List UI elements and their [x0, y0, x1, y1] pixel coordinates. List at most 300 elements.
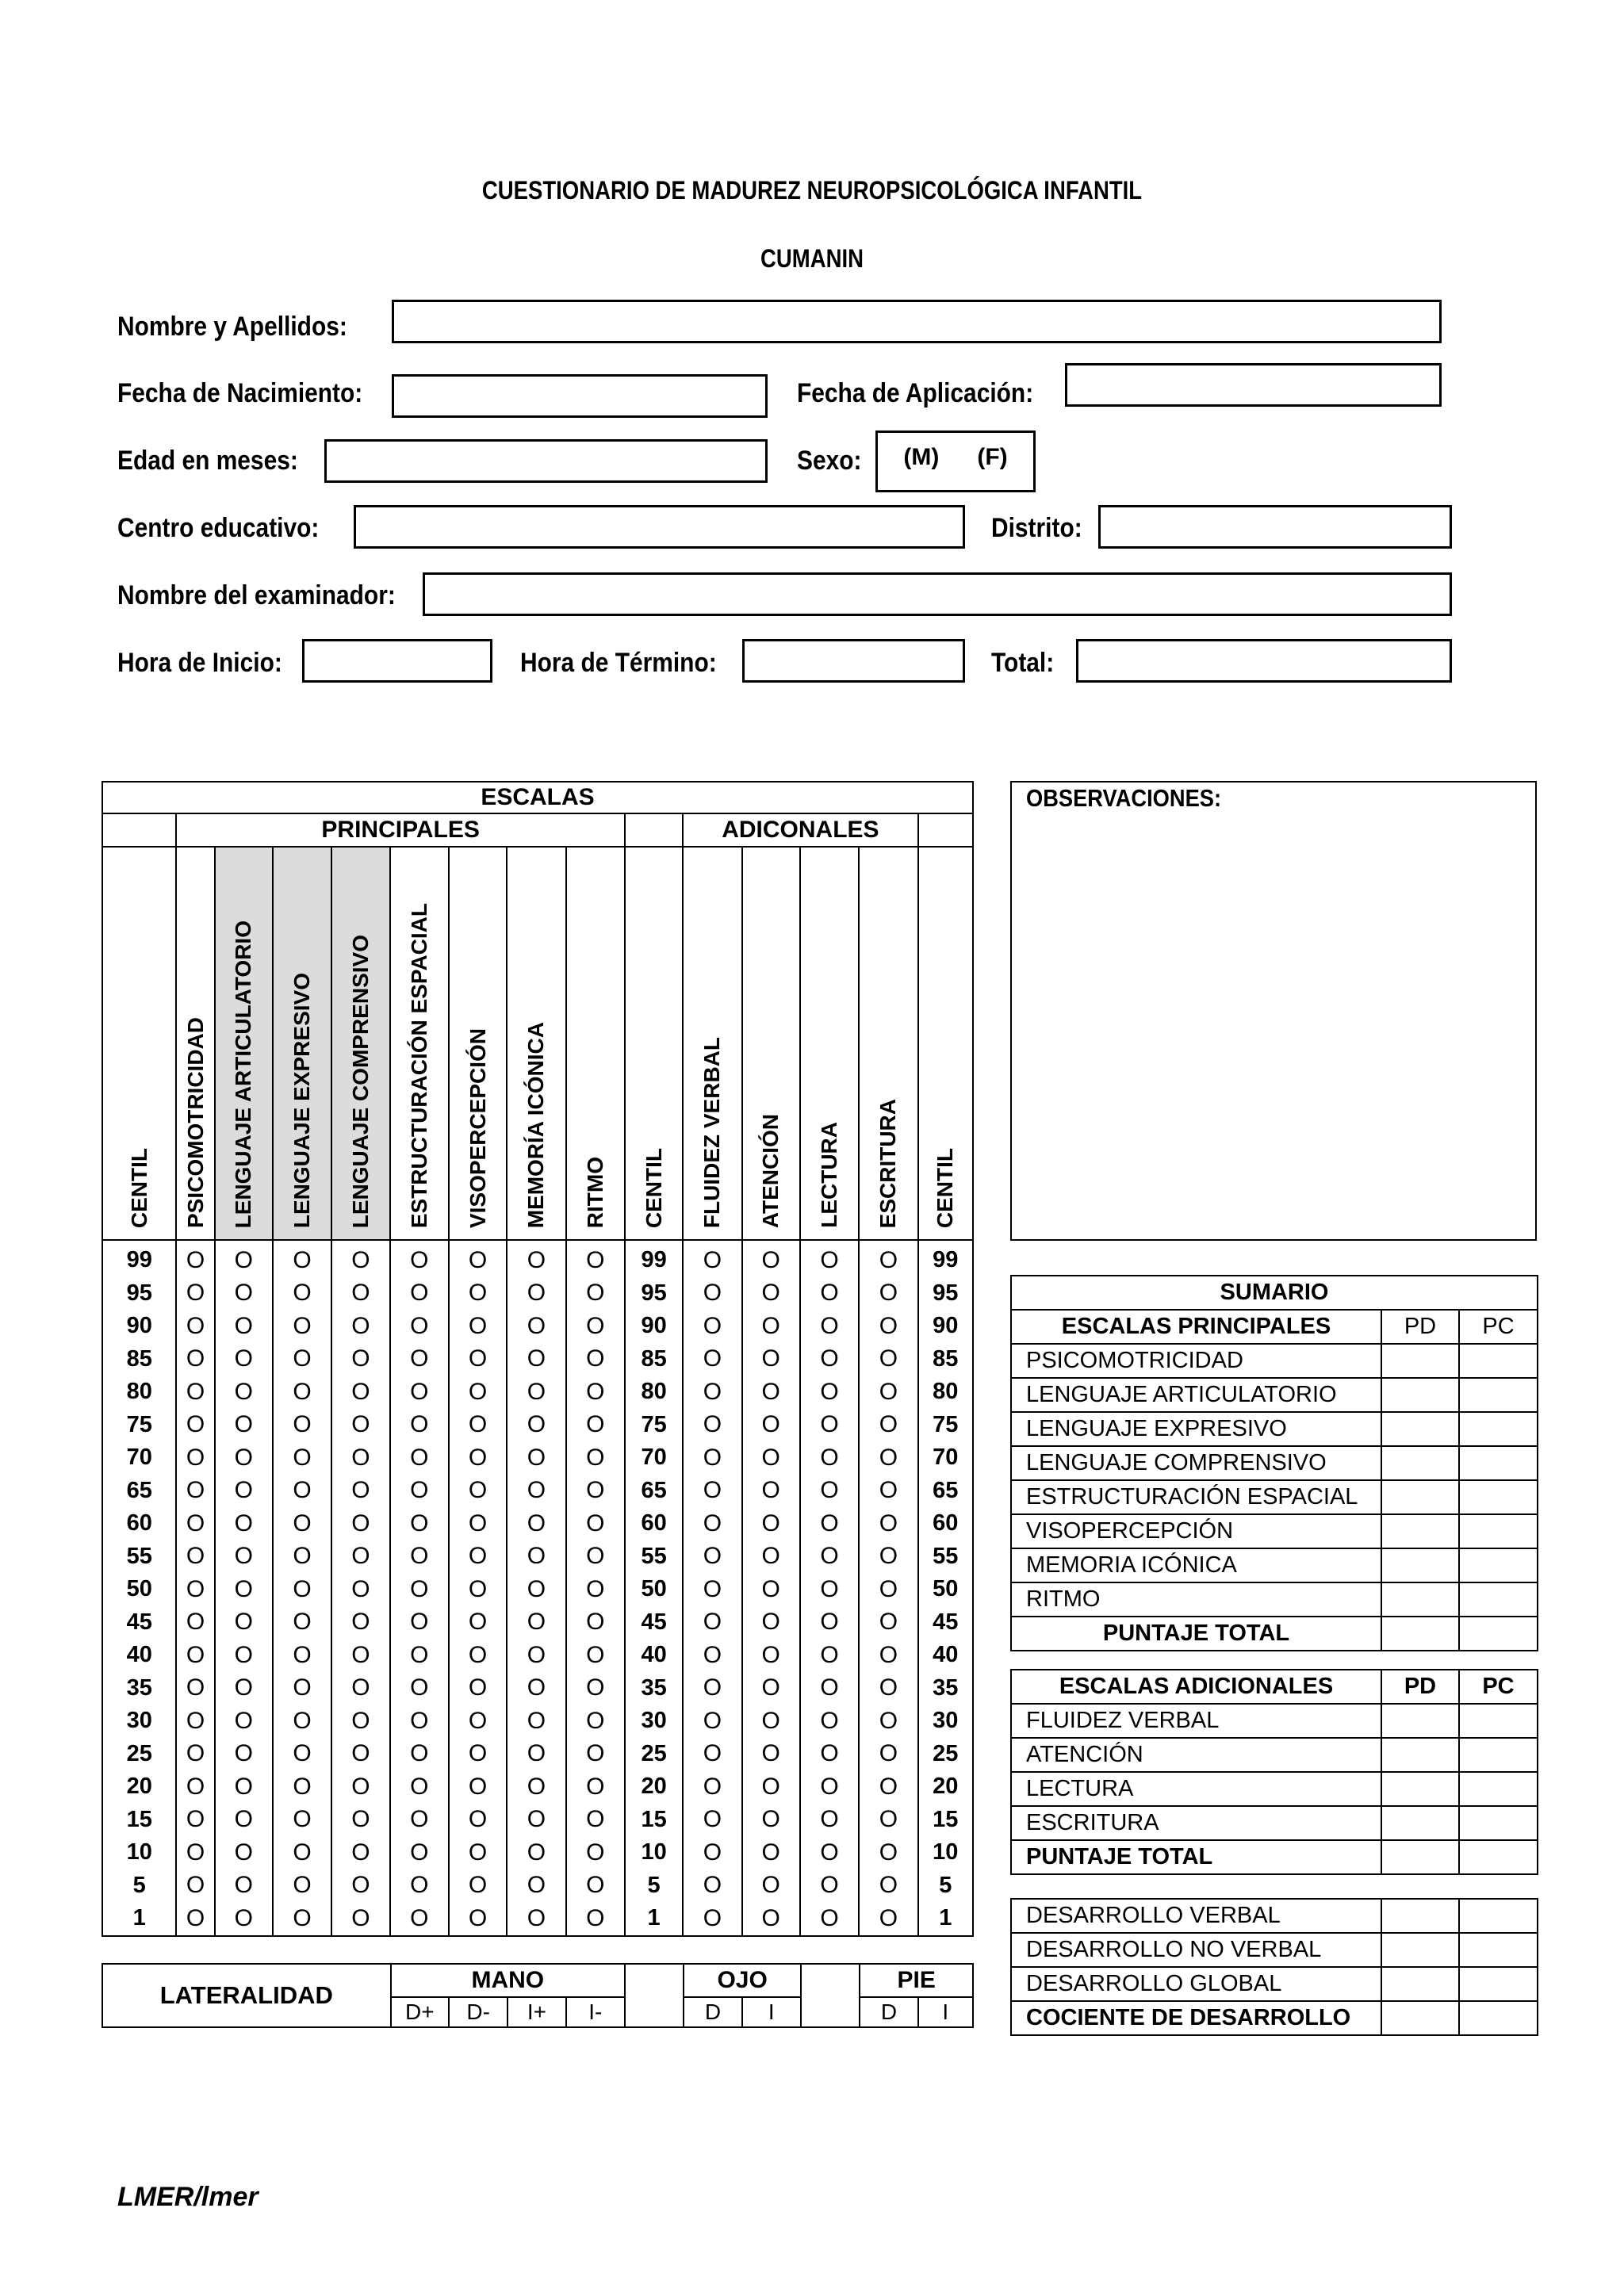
bubble-option[interactable]: O [449, 1770, 507, 1804]
bubble-option[interactable]: O [273, 1804, 331, 1837]
bubble-option[interactable]: O [449, 1606, 507, 1640]
bubble-option[interactable]: O [507, 1639, 565, 1672]
bubble-option[interactable]: O [742, 1902, 800, 1936]
bubble-option[interactable]: O [859, 1770, 917, 1804]
nombre-field[interactable] [392, 300, 1442, 343]
fecha-aplicacion-field[interactable] [1065, 363, 1442, 407]
bubble-option[interactable]: O [742, 1672, 800, 1705]
bubble-option[interactable]: O [215, 1475, 273, 1508]
bubble-option[interactable]: O [507, 1475, 565, 1508]
bubble-option[interactable]: O [449, 1310, 507, 1343]
summary-pc-cell[interactable] [1459, 1772, 1538, 1806]
bubble-option[interactable]: O [800, 1869, 859, 1903]
bubble-option[interactable]: O [390, 1310, 449, 1343]
bubble-option[interactable]: O [449, 1705, 507, 1738]
bubble-option[interactable]: O [176, 1836, 214, 1869]
bubble-option[interactable]: O [331, 1672, 389, 1705]
bubble-option[interactable]: O [176, 1441, 214, 1475]
bubble-option[interactable]: O [800, 1672, 859, 1705]
bubble-option[interactable]: O [800, 1310, 859, 1343]
bubble-option[interactable]: O [215, 1738, 273, 1771]
examinador-field[interactable] [423, 572, 1452, 616]
bubble-option[interactable]: O [507, 1573, 565, 1606]
summary-pc-cell[interactable] [1459, 1514, 1538, 1548]
bubble-option[interactable]: O [859, 1441, 917, 1475]
bubble-option[interactable]: O [742, 1705, 800, 1738]
bubble-option[interactable]: O [215, 1540, 273, 1574]
bubble-option[interactable]: O [331, 1639, 389, 1672]
bubble-option[interactable]: O [742, 1606, 800, 1640]
bubble-option[interactable]: O [273, 1672, 331, 1705]
bubble-option[interactable]: O [449, 1639, 507, 1672]
bubble-option[interactable]: O [507, 1540, 565, 1574]
bubble-option[interactable]: O [273, 1507, 331, 1540]
bubble-option[interactable]: O [507, 1441, 565, 1475]
bubble-option[interactable]: O [273, 1240, 331, 1277]
total-field[interactable] [1076, 639, 1452, 683]
bubble-option[interactable]: O [507, 1705, 565, 1738]
bubble-option[interactable]: O [683, 1540, 741, 1574]
bubble-option[interactable]: O [507, 1836, 565, 1869]
bubble-option[interactable]: O [566, 1277, 625, 1311]
bubble-option[interactable]: O [800, 1804, 859, 1837]
bubble-option[interactable]: O [742, 1507, 800, 1540]
bubble-option[interactable]: O [859, 1672, 917, 1705]
bubble-option[interactable]: O [390, 1672, 449, 1705]
summary-pc-cell[interactable] [1459, 1967, 1538, 2001]
bubble-option[interactable]: O [215, 1869, 273, 1903]
bubble-option[interactable]: O [331, 1606, 389, 1640]
fecha-nacimiento-field[interactable] [392, 374, 768, 418]
bubble-option[interactable]: O [390, 1475, 449, 1508]
summary-pd-cell[interactable] [1381, 1548, 1459, 1582]
bubble-option[interactable]: O [331, 1836, 389, 1869]
bubble-option[interactable]: O [800, 1606, 859, 1640]
bubble-option[interactable]: O [566, 1705, 625, 1738]
bubble-option[interactable]: O [507, 1869, 565, 1903]
bubble-option[interactable]: O [507, 1376, 565, 1409]
bubble-option[interactable]: O [507, 1804, 565, 1837]
bubble-option[interactable]: O [742, 1738, 800, 1771]
bubble-option[interactable]: O [449, 1738, 507, 1771]
bubble-option[interactable]: O [273, 1639, 331, 1672]
bubble-option[interactable]: O [683, 1639, 741, 1672]
bubble-option[interactable]: O [331, 1475, 389, 1508]
summary-pc-cell[interactable] [1459, 1582, 1538, 1617]
bubble-option[interactable]: O [566, 1836, 625, 1869]
bubble-option[interactable]: O [176, 1343, 214, 1376]
bubble-option[interactable]: O [176, 1705, 214, 1738]
bubble-option[interactable]: O [273, 1836, 331, 1869]
bubble-option[interactable]: O [390, 1639, 449, 1672]
bubble-option[interactable]: O [449, 1672, 507, 1705]
bubble-option[interactable]: O [331, 1540, 389, 1574]
bubble-option[interactable]: O [566, 1804, 625, 1837]
summary-pc-cell[interactable] [1459, 1412, 1538, 1446]
bubble-option[interactable]: O [176, 1409, 214, 1442]
bubble-option[interactable]: O [859, 1705, 917, 1738]
summary-pc-cell[interactable] [1459, 1704, 1538, 1738]
bubble-option[interactable]: O [449, 1409, 507, 1442]
bubble-option[interactable]: O [215, 1804, 273, 1837]
bubble-option[interactable]: O [449, 1441, 507, 1475]
summary-pd-cell[interactable] [1381, 1806, 1459, 1840]
bubble-option[interactable]: O [331, 1277, 389, 1311]
sexo-f-option[interactable]: (F) [977, 444, 1008, 470]
bubble-option[interactable]: O [390, 1507, 449, 1540]
bubble-option[interactable]: O [800, 1573, 859, 1606]
bubble-option[interactable]: O [273, 1540, 331, 1574]
bubble-option[interactable]: O [507, 1277, 565, 1311]
bubble-option[interactable]: O [566, 1606, 625, 1640]
bubble-option[interactable]: O [273, 1738, 331, 1771]
bubble-option[interactable]: O [390, 1409, 449, 1442]
bubble-option[interactable]: O [683, 1606, 741, 1640]
sexo-m-option[interactable]: (M) [903, 444, 940, 470]
bubble-option[interactable]: O [683, 1475, 741, 1508]
bubble-option[interactable]: O [683, 1376, 741, 1409]
bubble-option[interactable]: O [273, 1277, 331, 1311]
hora-inicio-field[interactable] [302, 639, 492, 683]
bubble-option[interactable]: O [273, 1310, 331, 1343]
summary-pd-cell[interactable] [1381, 1412, 1459, 1446]
bubble-option[interactable]: O [449, 1277, 507, 1311]
bubble-option[interactable]: O [859, 1409, 917, 1442]
bubble-option[interactable]: O [683, 1240, 741, 1277]
bubble-option[interactable]: O [859, 1310, 917, 1343]
bubble-option[interactable]: O [859, 1240, 917, 1277]
bubble-option[interactable]: O [859, 1606, 917, 1640]
sexo-field[interactable] [875, 430, 1036, 492]
summary-pd-cell[interactable] [1381, 1933, 1459, 1967]
bubble-option[interactable]: O [449, 1869, 507, 1903]
bubble-option[interactable]: O [273, 1475, 331, 1508]
bubble-option[interactable]: O [566, 1409, 625, 1442]
bubble-option[interactable]: O [449, 1507, 507, 1540]
bubble-option[interactable]: O [215, 1672, 273, 1705]
bubble-option[interactable]: O [449, 1240, 507, 1277]
bubble-option[interactable]: O [176, 1639, 214, 1672]
bubble-option[interactable]: O [859, 1738, 917, 1771]
bubble-option[interactable]: O [390, 1277, 449, 1311]
bubble-option[interactable]: O [215, 1343, 273, 1376]
summary-pd-cell[interactable] [1381, 1582, 1459, 1617]
bubble-option[interactable]: O [566, 1902, 625, 1936]
bubble-option[interactable]: O [215, 1770, 273, 1804]
bubble-option[interactable]: O [742, 1475, 800, 1508]
bubble-option[interactable]: O [176, 1770, 214, 1804]
bubble-option[interactable]: O [273, 1770, 331, 1804]
bubble-option[interactable]: O [566, 1639, 625, 1672]
bubble-option[interactable]: O [273, 1343, 331, 1376]
bubble-option[interactable]: O [683, 1573, 741, 1606]
bubble-option[interactable]: O [566, 1540, 625, 1574]
bubble-option[interactable]: O [215, 1902, 273, 1936]
bubble-option[interactable]: O [742, 1343, 800, 1376]
bubble-option[interactable]: O [800, 1738, 859, 1771]
bubble-option[interactable]: O [331, 1441, 389, 1475]
bubble-option[interactable]: O [331, 1738, 389, 1771]
bubble-option[interactable]: O [507, 1738, 565, 1771]
bubble-option[interactable]: O [507, 1672, 565, 1705]
bubble-option[interactable]: O [176, 1869, 214, 1903]
bubble-option[interactable]: O [215, 1606, 273, 1640]
mano-option[interactable]: D+ [391, 1997, 449, 2027]
bubble-option[interactable]: O [859, 1836, 917, 1869]
bubble-option[interactable]: O [507, 1902, 565, 1936]
bubble-option[interactable]: O [742, 1770, 800, 1804]
bubble-option[interactable]: O [176, 1804, 214, 1837]
bubble-option[interactable]: O [176, 1738, 214, 1771]
bubble-option[interactable]: O [390, 1770, 449, 1804]
bubble-option[interactable]: O [390, 1376, 449, 1409]
bubble-option[interactable]: O [331, 1705, 389, 1738]
bubble-option[interactable]: O [331, 1804, 389, 1837]
bubble-option[interactable]: O [215, 1507, 273, 1540]
bubble-option[interactable]: O [331, 1376, 389, 1409]
summary-pd-cell[interactable] [1381, 1378, 1459, 1412]
bubble-option[interactable]: O [566, 1475, 625, 1508]
cociente-pd[interactable] [1381, 2001, 1459, 2035]
hora-termino-field[interactable] [742, 639, 965, 683]
summary-pc-cell[interactable] [1459, 1378, 1538, 1412]
bubble-option[interactable]: O [449, 1540, 507, 1574]
distrito-field[interactable] [1098, 505, 1452, 549]
bubble-option[interactable]: O [683, 1277, 741, 1311]
bubble-option[interactable]: O [273, 1573, 331, 1606]
bubble-option[interactable]: O [800, 1475, 859, 1508]
bubble-option[interactable]: O [390, 1573, 449, 1606]
bubble-option[interactable]: O [742, 1836, 800, 1869]
bubble-option[interactable]: O [273, 1902, 331, 1936]
bubble-option[interactable]: O [742, 1573, 800, 1606]
bubble-option[interactable]: O [215, 1277, 273, 1311]
bubble-option[interactable]: O [507, 1507, 565, 1540]
bubble-option[interactable]: O [742, 1639, 800, 1672]
bubble-option[interactable]: O [215, 1836, 273, 1869]
bubble-option[interactable]: O [742, 1441, 800, 1475]
bubble-option[interactable]: O [390, 1836, 449, 1869]
bubble-option[interactable]: O [800, 1639, 859, 1672]
summary-pc-cell[interactable] [1459, 1806, 1538, 1840]
bubble-option[interactable]: O [273, 1376, 331, 1409]
bubble-option[interactable]: O [566, 1343, 625, 1376]
bubble-option[interactable]: O [176, 1902, 214, 1936]
bubble-option[interactable]: O [507, 1343, 565, 1376]
bubble-option[interactable]: O [331, 1869, 389, 1903]
bubble-option[interactable]: O [683, 1836, 741, 1869]
bubble-option[interactable]: O [800, 1770, 859, 1804]
bubble-option[interactable]: O [176, 1310, 214, 1343]
bubble-option[interactable]: O [390, 1343, 449, 1376]
bubble-option[interactable]: O [800, 1902, 859, 1936]
puntaje-total-pd[interactable] [1381, 1617, 1459, 1651]
mano-option[interactable]: D- [449, 1997, 508, 2027]
bubble-option[interactable]: O [215, 1705, 273, 1738]
bubble-option[interactable]: O [859, 1540, 917, 1574]
bubble-option[interactable]: O [390, 1902, 449, 1936]
bubble-option[interactable]: O [566, 1507, 625, 1540]
bubble-option[interactable]: O [566, 1869, 625, 1903]
pie-option[interactable]: I [918, 1997, 973, 2027]
bubble-option[interactable]: O [742, 1277, 800, 1311]
bubble-option[interactable]: O [390, 1606, 449, 1640]
bubble-option[interactable]: O [742, 1869, 800, 1903]
bubble-option[interactable]: O [215, 1441, 273, 1475]
summary-pd-cell[interactable] [1381, 1344, 1459, 1378]
bubble-option[interactable]: O [800, 1240, 859, 1277]
bubble-option[interactable]: O [331, 1240, 389, 1277]
bubble-option[interactable]: O [566, 1310, 625, 1343]
summary-pd-cell[interactable] [1381, 1772, 1459, 1806]
bubble-option[interactable]: O [390, 1441, 449, 1475]
bubble-option[interactable]: O [742, 1240, 800, 1277]
summary-pc-cell[interactable] [1459, 1446, 1538, 1480]
bubble-option[interactable]: O [176, 1376, 214, 1409]
bubble-option[interactable]: O [800, 1836, 859, 1869]
puntaje-total-pc[interactable] [1459, 1840, 1538, 1874]
bubble-option[interactable]: O [859, 1277, 917, 1311]
bubble-option[interactable]: O [507, 1240, 565, 1277]
centro-field[interactable] [354, 505, 965, 549]
bubble-option[interactable]: O [507, 1770, 565, 1804]
bubble-option[interactable]: O [176, 1540, 214, 1574]
bubble-option[interactable]: O [742, 1409, 800, 1442]
bubble-option[interactable]: O [683, 1804, 741, 1837]
bubble-option[interactable]: O [566, 1770, 625, 1804]
bubble-option[interactable]: O [449, 1804, 507, 1837]
pie-option[interactable]: D [860, 1997, 917, 2027]
bubble-option[interactable]: O [566, 1240, 625, 1277]
bubble-option[interactable]: O [683, 1310, 741, 1343]
bubble-option[interactable]: O [449, 1343, 507, 1376]
bubble-option[interactable]: O [507, 1310, 565, 1343]
bubble-option[interactable]: O [215, 1639, 273, 1672]
summary-pd-cell[interactable] [1381, 1446, 1459, 1480]
bubble-option[interactable]: O [507, 1409, 565, 1442]
puntaje-total-pd[interactable] [1381, 1840, 1459, 1874]
bubble-option[interactable]: O [215, 1376, 273, 1409]
bubble-option[interactable]: O [800, 1507, 859, 1540]
bubble-option[interactable]: O [683, 1770, 741, 1804]
bubble-option[interactable]: O [176, 1507, 214, 1540]
ojo-option[interactable]: I [742, 1997, 801, 2027]
summary-pd-cell[interactable] [1381, 1514, 1459, 1548]
summary-pd-cell[interactable] [1381, 1899, 1459, 1933]
bubble-option[interactable]: O [390, 1869, 449, 1903]
puntaje-total-pc[interactable] [1459, 1617, 1538, 1651]
bubble-option[interactable]: O [273, 1869, 331, 1903]
bubble-option[interactable]: O [449, 1836, 507, 1869]
bubble-option[interactable]: O [176, 1277, 214, 1311]
bubble-option[interactable]: O [566, 1672, 625, 1705]
bubble-option[interactable]: O [859, 1869, 917, 1903]
bubble-option[interactable]: O [390, 1804, 449, 1837]
bubble-option[interactable]: O [859, 1639, 917, 1672]
bubble-option[interactable]: O [859, 1573, 917, 1606]
bubble-option[interactable]: O [215, 1573, 273, 1606]
bubble-option[interactable]: O [331, 1573, 389, 1606]
bubble-option[interactable]: O [800, 1409, 859, 1442]
bubble-option[interactable]: O [273, 1606, 331, 1640]
mano-option[interactable]: I+ [508, 1997, 565, 2027]
bubble-option[interactable]: O [176, 1573, 214, 1606]
bubble-option[interactable]: O [176, 1672, 214, 1705]
bubble-option[interactable]: O [683, 1409, 741, 1442]
bubble-option[interactable]: O [742, 1804, 800, 1837]
bubble-option[interactable]: O [331, 1409, 389, 1442]
bubble-option[interactable]: O [683, 1738, 741, 1771]
bubble-option[interactable]: O [215, 1240, 273, 1277]
bubble-option[interactable]: O [331, 1343, 389, 1376]
bubble-option[interactable]: O [742, 1310, 800, 1343]
bubble-option[interactable]: O [800, 1540, 859, 1574]
summary-pc-cell[interactable] [1459, 1933, 1538, 1967]
bubble-option[interactable]: O [683, 1869, 741, 1903]
bubble-option[interactable]: O [683, 1507, 741, 1540]
bubble-option[interactable]: O [800, 1376, 859, 1409]
observaciones-box[interactable] [1010, 781, 1537, 1241]
bubble-option[interactable]: O [683, 1672, 741, 1705]
bubble-option[interactable]: O [566, 1441, 625, 1475]
summary-pd-cell[interactable] [1381, 1967, 1459, 2001]
bubble-option[interactable]: O [742, 1376, 800, 1409]
cociente-pc[interactable] [1459, 2001, 1538, 2035]
bubble-option[interactable]: O [800, 1441, 859, 1475]
bubble-option[interactable]: O [449, 1902, 507, 1936]
bubble-option[interactable]: O [859, 1343, 917, 1376]
bubble-option[interactable]: O [507, 1606, 565, 1640]
bubble-option[interactable]: O [683, 1705, 741, 1738]
bubble-option[interactable]: O [683, 1343, 741, 1376]
bubble-option[interactable]: O [800, 1343, 859, 1376]
ojo-option[interactable]: D [684, 1997, 741, 2027]
bubble-option[interactable]: O [859, 1376, 917, 1409]
bubble-option[interactable]: O [176, 1606, 214, 1640]
bubble-option[interactable]: O [390, 1240, 449, 1277]
bubble-option[interactable]: O [176, 1240, 214, 1277]
summary-pc-cell[interactable] [1459, 1899, 1538, 1933]
bubble-option[interactable]: O [566, 1573, 625, 1606]
bubble-option[interactable]: O [566, 1738, 625, 1771]
bubble-option[interactable]: O [800, 1705, 859, 1738]
summary-pc-cell[interactable] [1459, 1738, 1538, 1772]
bubble-option[interactable]: O [331, 1902, 389, 1936]
summary-pc-cell[interactable] [1459, 1344, 1538, 1378]
mano-option[interactable]: I- [566, 1997, 625, 2027]
bubble-option[interactable]: O [390, 1738, 449, 1771]
bubble-option[interactable]: O [331, 1310, 389, 1343]
bubble-option[interactable]: O [683, 1441, 741, 1475]
bubble-option[interactable]: O [331, 1507, 389, 1540]
bubble-option[interactable]: O [742, 1540, 800, 1574]
bubble-option[interactable]: O [859, 1507, 917, 1540]
edad-field[interactable] [324, 439, 768, 483]
bubble-option[interactable]: O [215, 1310, 273, 1343]
bubble-option[interactable]: O [273, 1441, 331, 1475]
bubble-option[interactable]: O [566, 1376, 625, 1409]
bubble-option[interactable]: O [859, 1804, 917, 1837]
bubble-option[interactable]: O [215, 1409, 273, 1442]
bubble-option[interactable]: O [449, 1475, 507, 1508]
bubble-option[interactable]: O [859, 1902, 917, 1936]
bubble-option[interactable]: O [800, 1277, 859, 1311]
bubble-option[interactable]: O [273, 1409, 331, 1442]
summary-pd-cell[interactable] [1381, 1480, 1459, 1514]
summary-pd-cell[interactable] [1381, 1738, 1459, 1772]
bubble-option[interactable]: O [683, 1902, 741, 1936]
bubble-option[interactable]: O [449, 1376, 507, 1409]
